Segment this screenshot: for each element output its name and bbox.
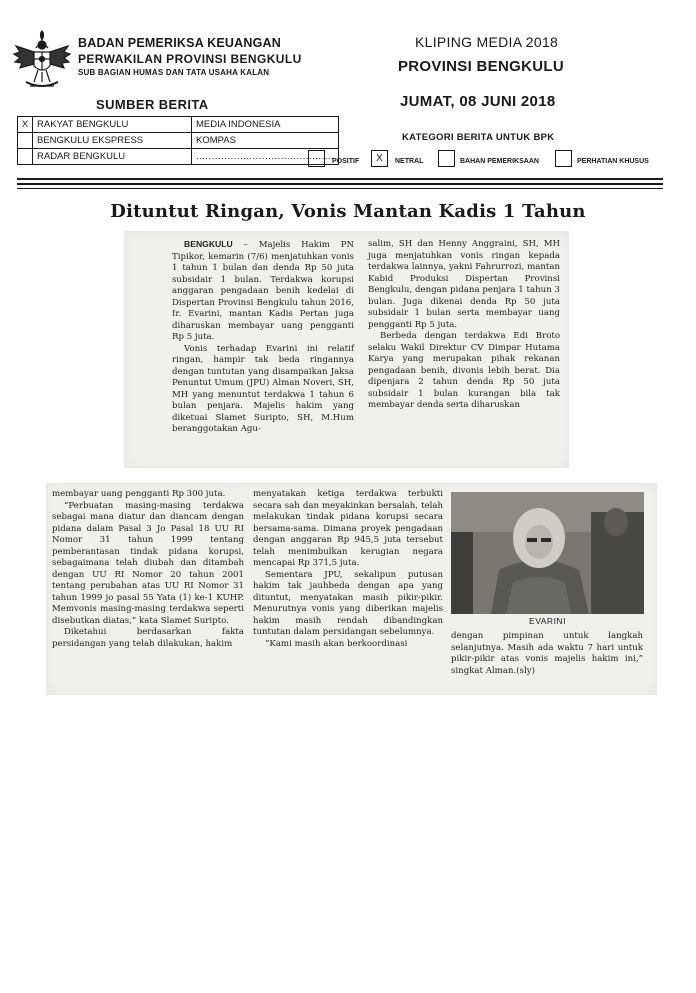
article-photo <box>451 492 644 614</box>
source-checkbox <box>18 133 33 149</box>
kategori-title: KATEGORI BERITA UNTUK BPK <box>402 132 555 143</box>
article-column-4 <box>253 489 443 650</box>
article-paragraph: “Perbuatan masing-masing terdakwa sebagai mana diatur dan diancam dengan pidana dalam Pasal 3 Jo Pasal 18 UU RI Nomor 31 tahun 1999 tentang pemberantasan tindak pidana korupsi, sebagaimana telah diubah dan ditambah dengan UU RI Nomor 20 tahun 2001 tentang perubahan atas UU RI Nomor 31 tahun 1999 jo pasal 55 Yata (1) ke-1 KUHP. Memvonis masing-masing terdakwa seperti disebutkan diatas,” kata Slamet Suripto. <box>52 500 244 626</box>
divider <box>17 178 663 180</box>
article-paragraph: dengan pimpinan untuk langkah selanjutnya. Masih ada waktu 7 hari untuk pikir-pikir atas vonis majelis hakim ini,” singkat Alman.(sly) <box>451 631 643 676</box>
org-unit: SUB BAGIAN HUMAS DAN TATA USAHA KALAN <box>78 68 270 77</box>
kategori-checkbox <box>308 150 325 167</box>
sumber-berita-table <box>17 116 339 165</box>
article-paragraph: membayar uang pengganti Rp 300 juta. <box>52 489 226 499</box>
article-paragraph: – Majelis Hakim PN Tipikor, kemarin (7/6) menjatuhkan vonis 1 tahun 1 bulan dan denda Rp 50 juta subsidair 1 bulan. Terdakwa korupsi anggaran pengadaan benih kedelai di Dispertan Provinsi Bengkulu tahun 2016, Ir. Evarini, mantan Kadis Pertan juga diharuskan membayar uang pengganti Rp 5 juta. <box>172 240 354 342</box>
table-row <box>18 117 339 133</box>
article-paragraph: Vonis terhadap Evarini ini relatif ringan, hampir tak beda ringannya dengan tuntutan yang disampaikan Jaksa Penuntut Umum (JPU) Alman Noveri, SH, MH yang menuntut terdakwa 1 tahun 6 bulan penjara. Majelis hakim yang diketuai Slamet Suripto, SH, M.Hum beranggotakan Agu- <box>172 343 354 434</box>
article-clipping-top <box>124 231 569 468</box>
org-name: BADAN PEMERIKSA KEUANGAN <box>78 36 281 50</box>
table-row <box>18 149 339 165</box>
kliping-title: KLIPING MEDIA 2018 <box>415 34 559 50</box>
source-checkbox: X <box>18 117 33 133</box>
kategori-label: BAHAN PEMERIKSAAN <box>460 158 539 165</box>
province-title: PROVINSI BENGKULU <box>398 58 564 75</box>
kategori-checkbox <box>438 150 455 167</box>
kategori-label: NETRAL <box>395 158 424 165</box>
sumber-berita-title: SUMBER BERITA <box>96 97 209 112</box>
kategori-checkbox: X <box>371 150 388 167</box>
article-column-1 <box>172 239 354 436</box>
article-paragraph: Diketahui berdasarkan fakta persidangan yang telah dilakukan, hakim <box>52 627 244 649</box>
kategori-label: POSITIF <box>332 158 360 165</box>
garuda-emblem-icon <box>12 30 72 94</box>
kategori-checkbox <box>555 150 572 167</box>
article-dateline: BENGKULU <box>184 239 233 249</box>
source-name: BENGKULU EKSPRESS <box>33 133 192 149</box>
source-name: MEDIA INDONESIA <box>192 117 339 133</box>
table-row <box>18 133 339 149</box>
org-branch: PERWAKILAN PROVINSI BENGKULU <box>78 52 302 66</box>
article-paragraph: Berbeda dengan terdakwa Edi Broto selaku Wakil Direktur CV Dimpar Hutama Karya yang merupakan pihak rekanan pengadaan benih, divonis lebih berat. Dia dipenjara 2 tahun denda Rp 50 juta subsidair 1 bulan kurangan bila tak membayar denda serta diharuskan <box>368 331 560 410</box>
source-name: RADAR BENGKULU <box>33 149 192 165</box>
article-column-3 <box>52 489 244 650</box>
source-name: RAKYAT BENGKULU <box>33 117 192 133</box>
source-checkbox <box>18 149 33 165</box>
divider <box>17 188 663 189</box>
article-column-5 <box>451 631 643 677</box>
kategori-label: PERHATIAN KHUSUS <box>577 158 649 165</box>
divider <box>17 183 663 185</box>
article-paragraph: menyatakan ketiga terdakwa terbukti secara sah dan meyakinkan bersalah, telah melakukan tindak pidana korupsi secara bersama-sama. Dimana proyek pengadaan dengan anggaran Rp 945,5 juta tersebut telah menimbulkan kerugian negara mencapai Rp 371,5 juta. <box>253 489 443 568</box>
source-name: KOMPAS <box>192 133 339 149</box>
article-headline: Dituntut Ringan, Vonis Mantan Kadis 1 Tahun <box>110 201 586 222</box>
article-paragraph: “Kami masih akan berkoordinasi <box>265 638 408 649</box>
date-label: JUMAT, 08 JUNI 2018 <box>400 93 556 110</box>
article-paragraph: salim, SH dan Henny Anggraini, SH, MH juga menjatuhkan vonis ringan kepada terdakwa lainnya, yakni Fahrurrozi, mantan Kabid Produksi Dispertan Provinsi Bengkulu, dengan pidana penjara 1 tahun 3 bulan. Juga dikenai denda Rp 50 juta subsidair 1 bulan serta membayar uang pengganti Rp 5 juta. <box>368 239 560 330</box>
photo-caption: EVARINI <box>529 616 566 626</box>
source-name-blank: ............................................ <box>192 149 339 165</box>
article-column-2 <box>368 239 560 412</box>
article-paragraph: Sementara JPU, sekalipun putusan hakim tak jauhbeda dengan apa yang dituntut, menyatakan masih pikir-pikir. Menurutnya vonis yang diberikan majelis hakim masih rendah dibandingkan tuntutan dalam persidangan sebelumnya. <box>253 569 443 637</box>
